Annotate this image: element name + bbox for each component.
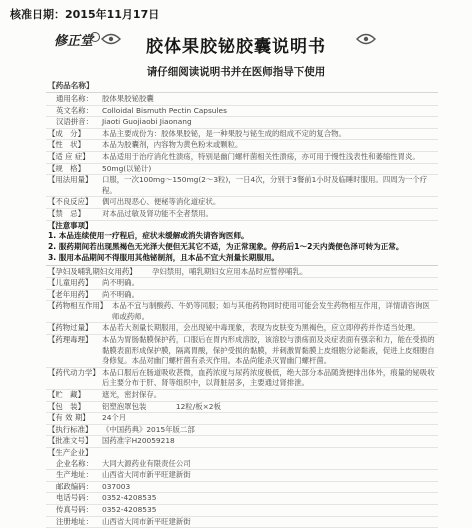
field-row — [46, 175, 438, 197]
drug-name-row — [46, 94, 438, 106]
manufacturer-label: 【生产企业】 — [48, 448, 93, 458]
field-label: 邮政编码： — [56, 481, 93, 491]
right-emblem-icon — [355, 30, 377, 48]
field-value: 山西省大同市新平旺建新街 — [102, 516, 191, 526]
field-label: 【药代动力学】 — [48, 367, 100, 377]
field-row — [46, 402, 438, 414]
document-title: 胶体果胶铋胶囊说明书 — [146, 37, 326, 57]
field-value: 孕妇禁用，哺乳期妇女应用本品时应暂停哺乳。 — [152, 266, 308, 276]
document-subtitle: 请仔细阅读说明书并在医师指导下使用 — [146, 66, 326, 78]
field-value: 本品为胃肠黏膜保护药，口服后在胃内形成溶胶，该溶胶与溃疡面及炎症表面有强亲和力，能在受损的黏膜表面形成保护膜，隔离胃酸，保护受损的黏膜，并刺激胃黏膜上皮细胞分泌黏液，促进上皮细胞自身修复。本品对幽门螺杆菌有杀灭作用。本品尚能杀灭胃幽门螺杆菌。 — [102, 335, 435, 366]
top-bar — [0, 0, 472, 22]
manufacturer-row — [46, 459, 438, 471]
field-value: 国药准字H20059218 — [102, 436, 175, 446]
field-label: 【有 效 期】 — [48, 413, 90, 423]
field-label: 【包 装】 — [48, 401, 85, 411]
field-row — [46, 152, 438, 164]
manufacturer-row — [46, 493, 438, 505]
field-row — [46, 140, 438, 152]
field-row — [46, 267, 438, 279]
field-label: 【药物过量】 — [48, 323, 93, 333]
field-value: 偶可出现恶心、便秘等消化道症状。 — [102, 197, 221, 207]
field-row — [46, 301, 438, 323]
field-label: 【成 分】 — [48, 128, 85, 138]
field-label: 【药理毒理】 — [48, 335, 93, 345]
field-row — [46, 413, 438, 425]
approval-date: 核准日期：2015年11月17日 — [10, 8, 160, 21]
field-row — [46, 164, 438, 176]
field-row — [46, 290, 438, 302]
field-value: Jiaoti Guojiaobi Jiaonang — [102, 117, 192, 127]
field-label: 汉语拼音： — [56, 117, 93, 127]
precaution-item: 1. 本品连续使用一疗程后，症状未缓解或消失请咨询医师。 — [48, 231, 249, 241]
leaflet-body — [46, 80, 438, 526]
drug-name-section-header — [46, 80, 438, 93]
field-label: 【不良反应】 — [48, 197, 93, 207]
field-value: 本品适用于治疗消化性溃疡，特别是幽门螺杆菌相关性溃疡，亦可用于慢性浅表性和萎缩性胃炎。 — [102, 151, 420, 161]
precautions-label: 【注意事项】 — [48, 220, 93, 230]
field-label: 电话号码： — [56, 493, 93, 503]
field-label: 生产地址： — [56, 470, 93, 480]
field-value: 24个月 — [102, 413, 127, 423]
field-value: 口服，一次100mg～150mg(2～3粒)，一日4次，分别于3餐前1小时及临睡时服用。四周为一个疗程。 — [102, 175, 428, 195]
drug-name-row — [46, 117, 438, 129]
field-row — [46, 436, 438, 448]
field-label: 注册地址： — [56, 516, 93, 526]
field-label: 英文名称： — [56, 105, 93, 115]
field-row — [46, 390, 438, 402]
field-label: 【药物相互作用】 — [48, 301, 108, 311]
brand-logo: 修正堂 — [54, 34, 94, 49]
field-label: 【执行标准】 — [48, 424, 93, 434]
field-label: 【儿童用药】 — [48, 278, 93, 288]
field-value: 尚不明确。 — [102, 289, 139, 299]
field-label: 【用法用量】 — [48, 175, 93, 185]
field-row — [46, 425, 438, 437]
field-label: 【老年用药】 — [48, 289, 93, 299]
field-value: 0352-4208535 — [102, 493, 157, 503]
field-row — [46, 209, 438, 221]
divider — [46, 265, 438, 266]
field-value: 尚不明确。 — [102, 278, 139, 288]
field-value: 本品为胶囊剂，内容物为黄色粉末或颗粒。 — [102, 140, 243, 150]
field-value: 铝塑泡罩包装 12粒/板×2板 — [102, 401, 221, 411]
field-value: 本品主要成份为：胶体果胶铋，是一种果胶与铋生成的组成不定的复合物。 — [102, 128, 346, 138]
drug-name-section-label: 【药品名称】 — [48, 81, 94, 90]
precaution-item: 3. 服用本品期间不得服用其他铋制剂，且本品不宜大剂量长期服用。 — [48, 252, 280, 262]
field-row — [46, 129, 438, 141]
field-value: 山西省大同市新平旺建新街 — [102, 470, 191, 480]
field-label: 企业名称： — [56, 458, 93, 468]
field-label: 【批准文号】 — [48, 436, 93, 446]
field-value: 0352-4208535 — [102, 504, 157, 514]
field-row — [46, 323, 438, 335]
field-value: 本品若大剂量长期服用，会出现铋中毒现象，表现为皮肤变为黑褐色，应立即停药并作适当处理。 — [102, 323, 420, 333]
field-row — [46, 368, 438, 390]
field-value: Colloidal Bismuth Pectin Capsules — [102, 105, 227, 115]
manufacturer-row — [46, 482, 438, 494]
field-row — [46, 197, 438, 209]
precaution-item: 2. 服药期间若出现黑褐色无光泽大便但无其它不适，为正常现象。停药后1～2天内粪便色泽可转为正常。 — [48, 241, 404, 251]
field-value: 50mg(以铋计) — [102, 163, 152, 173]
field-label: 通用名称： — [56, 94, 93, 103]
field-label: 【规 格】 — [48, 163, 85, 173]
field-label: 【贮 藏】 — [48, 390, 85, 400]
manufacturer-row — [46, 505, 438, 517]
field-row — [46, 278, 438, 290]
field-label: 传真号码： — [56, 504, 93, 514]
field-label: 【适 应 症】 — [48, 151, 90, 161]
drug-name-row — [46, 106, 438, 118]
field-value: 大同大源药业有限责任公司 — [102, 458, 191, 468]
field-value: 胶体果胶铋胶囊 — [102, 94, 154, 103]
field-value: 本品不宜与制酸药、牛奶等同服；如与其他药物同时使用可能会发生药物相互作用，详情请咨询医师或药师。 — [112, 301, 430, 321]
field-value: 遮光，密封保存。 — [102, 390, 162, 400]
field-value: 037003 — [102, 481, 131, 491]
field-row — [46, 335, 438, 368]
field-label: 【性 状】 — [48, 140, 85, 150]
field-value: 对本品过敏及肾功能不全者禁用。 — [102, 208, 213, 218]
field-label: 【禁 忌】 — [48, 208, 85, 218]
header-row — [0, 24, 472, 58]
field-label: 【孕妇及哺乳期妇女用药】 — [48, 266, 137, 276]
field-value: 《中国药典》2015年版二部 — [102, 424, 195, 434]
field-value: 本品口服后在肠道吸收甚微，血药浓度与尿药浓度极低，绝大部分本品随粪便排出体外，痕量的铋吸收后主要分布于肝、肾等组织中，以肾脏居多，主要通过肾排泄。 — [102, 367, 435, 388]
manufacturer-row — [46, 517, 438, 528]
